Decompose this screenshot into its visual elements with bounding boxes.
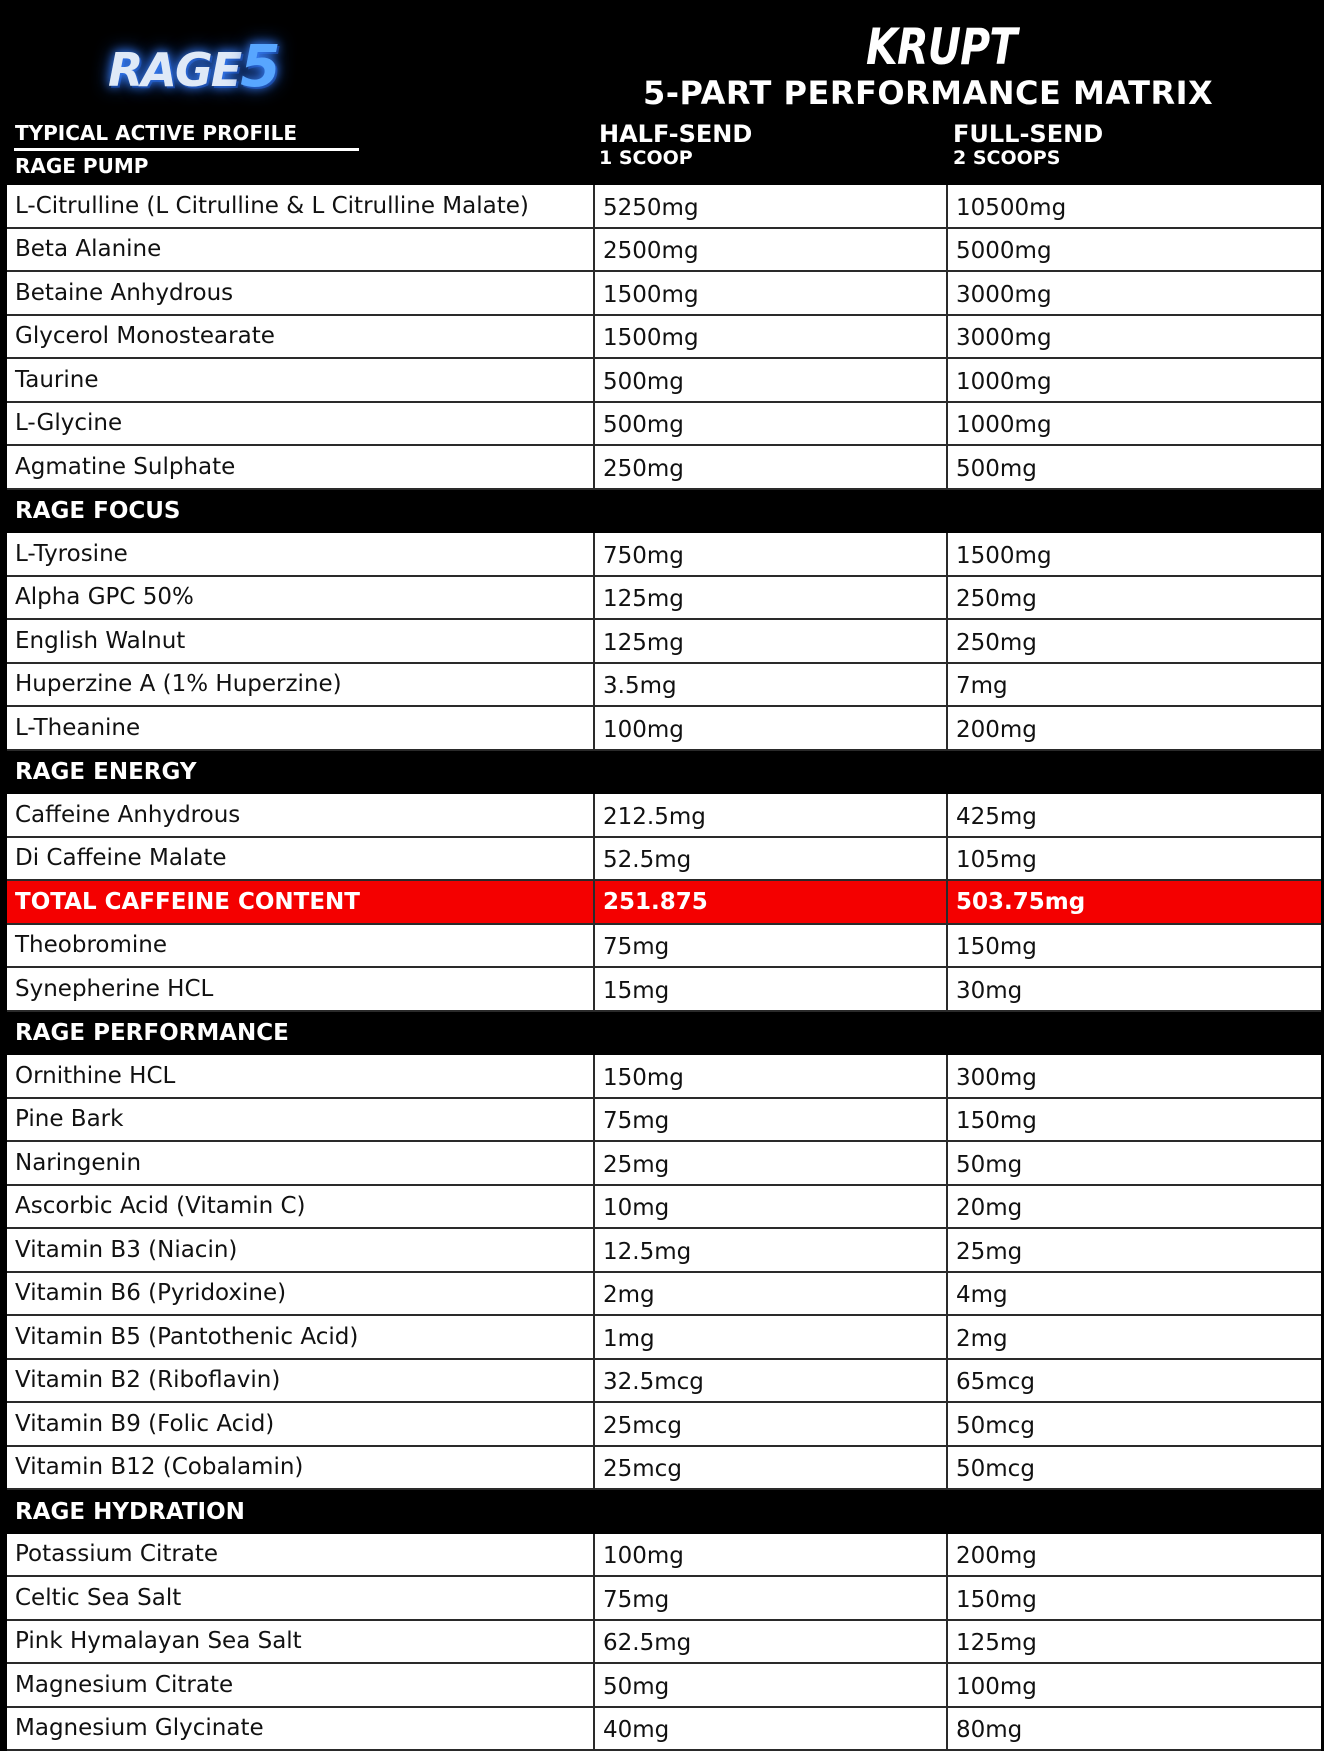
table-row [7, 229, 1321, 273]
full-send-dose: 3000mg [948, 316, 1321, 358]
ingredient-name: Vitamin B6 (Pyridoxine) [7, 1273, 595, 1315]
table-row [7, 403, 1321, 447]
logo-text-main: RAGE [108, 43, 240, 97]
half-send-dose: 500mg [595, 403, 948, 445]
half-send-dose: 50mg [595, 1664, 948, 1706]
ingredient-name: Glycerol Monostearate [7, 316, 595, 358]
half-send-dose: 1500mg [595, 272, 948, 314]
half-send-dose: 5250mg [595, 185, 948, 227]
ingredient-name: L-Glycine [7, 403, 595, 445]
profile-label: TYPICAL ACTIVE PROFILE [15, 121, 297, 145]
full-send-dose: 30mg [948, 968, 1321, 1010]
half-send-dose: 3.5mg [595, 664, 948, 706]
full-send-dose: 125mg [948, 1621, 1321, 1663]
section-header-row [7, 1490, 1321, 1534]
header [0, 0, 1324, 185]
table-row [7, 1142, 1321, 1186]
full-send-dose: 3000mg [948, 272, 1321, 314]
half-send-dose: 75mg [595, 925, 948, 967]
section-header-row [7, 1012, 1321, 1056]
ingredient-name: Magnesium Glycinate [7, 1708, 595, 1750]
table-row [7, 359, 1321, 403]
full-send-dose: 100mg [948, 1664, 1321, 1706]
section-title: RAGE ENERGY [7, 751, 197, 795]
full-send-dose: 425mg [948, 794, 1321, 836]
full-send-dose: 7mg [948, 664, 1321, 706]
half-send-dose: 25mcg [595, 1403, 948, 1445]
full-send-dose: 80mg [948, 1708, 1321, 1750]
half-send-dose: 15mg [595, 968, 948, 1010]
section-header-row [7, 490, 1321, 534]
full-send-dose: 500mg [948, 446, 1321, 488]
ingredient-name: Theobromine [7, 925, 595, 967]
ingredient-name: Caffeine Anhydrous [7, 794, 595, 836]
full-send-dose: 200mg [948, 707, 1321, 749]
profile-underline-divider [14, 148, 359, 151]
full-send-dose: 1500mg [948, 533, 1321, 575]
half-send-dose: 1mg [595, 1316, 948, 1358]
full-send-dose: 50mcg [948, 1447, 1321, 1489]
ingredient-name: Alpha GPC 50% [7, 577, 595, 619]
full-send-dose: 150mg [948, 1577, 1321, 1619]
ingredient-name: Vitamin B12 (Cobalamin) [7, 1447, 595, 1489]
column-header-half-send [599, 121, 752, 169]
table-row [7, 577, 1321, 621]
ingredient-name: Huperzine A (1% Huperzine) [7, 664, 595, 706]
ingredient-name: Taurine [7, 359, 595, 401]
full-send-dose: 200mg [948, 1534, 1321, 1576]
column-header-sub: 1 SCOOP [599, 147, 752, 169]
table-row [7, 838, 1321, 882]
half-send-dose: 100mg [595, 707, 948, 749]
ingredient-name: Pine Bark [7, 1099, 595, 1141]
table-row [7, 1316, 1321, 1360]
half-send-dose: 2500mg [595, 229, 948, 271]
ingredient-name: Ascorbic Acid (Vitamin C) [7, 1186, 595, 1228]
column-header-name: HALF-SEND [599, 121, 752, 147]
half-send-dose: 150mg [595, 1055, 948, 1097]
full-send-dose: 50mcg [948, 1403, 1321, 1445]
logo-text-number: 5 [240, 32, 278, 100]
table-row [7, 1186, 1321, 1230]
table-row [7, 185, 1321, 229]
half-send-dose: 250mg [595, 446, 948, 488]
table-row [7, 533, 1321, 577]
table-row [7, 1229, 1321, 1273]
table-row [7, 968, 1321, 1012]
half-send-dose: 125mg [595, 577, 948, 619]
full-send-dose: 65mcg [948, 1360, 1321, 1402]
full-send-dose: 150mg [948, 925, 1321, 967]
table-row [7, 1403, 1321, 1447]
full-send-dose: 4mg [948, 1273, 1321, 1315]
column-header-name: FULL-SEND [953, 121, 1103, 147]
ingredient-name: Synepherine HCL [7, 968, 595, 1010]
section-header-row [7, 751, 1321, 795]
ingredient-name: Vitamin B3 (Niacin) [7, 1229, 595, 1271]
table-row [7, 1621, 1321, 1665]
full-send-dose: 5000mg [948, 229, 1321, 271]
table-row [7, 446, 1321, 490]
half-send-dose: 2mg [595, 1273, 948, 1315]
ingredient-name: Pink Hymalayan Sea Salt [7, 1621, 595, 1663]
full-send-dose: 20mg [948, 1186, 1321, 1228]
matrix-title: 5-PART PERFORMANCE MATRIX [643, 74, 1213, 112]
full-send-dose: 105mg [948, 838, 1321, 880]
full-send-dose: 50mg [948, 1142, 1321, 1184]
table-row [7, 1708, 1321, 1751]
table-row [7, 1055, 1321, 1099]
table-row [7, 1577, 1321, 1621]
ingredient-name: Di Caffeine Malate [7, 838, 595, 880]
ingredient-name: Potassium Citrate [7, 1534, 595, 1576]
full-send-dose: 1000mg [948, 403, 1321, 445]
half-send-dose: 75mg [595, 1577, 948, 1619]
half-send-dose: 32.5mcg [595, 1360, 948, 1402]
section-title: RAGE HYDRATION [7, 1490, 245, 1534]
half-send-dose: 750mg [595, 533, 948, 575]
logo-wordmark [108, 32, 279, 100]
ingredient-name: L-Theanine [7, 707, 595, 749]
ingredient-name: Ornithine HCL [7, 1055, 595, 1097]
table-row [7, 1664, 1321, 1708]
ingredient-name: Betaine Anhydrous [7, 272, 595, 314]
full-send-dose: 2mg [948, 1316, 1321, 1358]
table-row [7, 794, 1321, 838]
ingredient-name: Vitamin B9 (Folic Acid) [7, 1403, 595, 1445]
ingredient-name: Magnesium Citrate [7, 1664, 595, 1706]
table-row [7, 1273, 1321, 1317]
half-send-dose: 25mcg [595, 1447, 948, 1489]
full-send-dose: 1000mg [948, 359, 1321, 401]
half-send-dose: 62.5mg [595, 1621, 948, 1663]
rage5-logo [90, 14, 330, 118]
half-send-dose: 10mg [595, 1186, 948, 1228]
ingredient-name: L-Citrulline (L Citrulline & L Citrulline Malate) [7, 185, 595, 227]
full-send-dose: 25mg [948, 1229, 1321, 1271]
section-title: RAGE PERFORMANCE [7, 1012, 289, 1056]
total-caffeine-row [7, 881, 1321, 925]
ingredient-name: Celtic Sea Salt [7, 1577, 595, 1619]
half-send-dose: 1500mg [595, 316, 948, 358]
table-row [7, 664, 1321, 708]
brand-wordmark: KRUPT [866, 18, 1017, 76]
half-send-dose: 52.5mg [595, 838, 948, 880]
table-row [7, 272, 1321, 316]
ingredient-name: Naringenin [7, 1142, 595, 1184]
table-row [7, 1360, 1321, 1404]
half-send-dose: 100mg [595, 1534, 948, 1576]
table-row [7, 925, 1321, 969]
table-row [7, 1534, 1321, 1578]
column-header-sub: 2 SCOOPS [953, 147, 1103, 169]
half-send-dose: 212.5mg [595, 794, 948, 836]
full-send-dose: 300mg [948, 1055, 1321, 1097]
ingredient-table [7, 185, 1321, 1751]
table-row [7, 1447, 1321, 1491]
half-send-dose: 25mg [595, 1142, 948, 1184]
full-send-dose: 150mg [948, 1099, 1321, 1141]
column-header-full-send [953, 121, 1103, 169]
table-row [7, 620, 1321, 664]
ingredient-name: Vitamin B2 (Riboflavin) [7, 1360, 595, 1402]
full-send-dose: 10500mg [948, 185, 1321, 227]
half-send-dose: 500mg [595, 359, 948, 401]
table-row [7, 1099, 1321, 1143]
half-send-dose: 12.5mg [595, 1229, 948, 1271]
ingredient-name: Agmatine Sulphate [7, 446, 595, 488]
ingredient-name: Beta Alanine [7, 229, 595, 271]
ingredient-name: L-Tyrosine [7, 533, 595, 575]
section-title: RAGE FOCUS [7, 490, 181, 534]
table-row [7, 316, 1321, 360]
full-send-dose: 503.75mg [948, 881, 1321, 923]
full-send-dose: 250mg [948, 620, 1321, 662]
half-send-dose: 40mg [595, 1708, 948, 1750]
ingredient-name: English Walnut [7, 620, 595, 662]
half-send-dose: 251.875 [595, 881, 948, 923]
full-send-dose: 250mg [948, 577, 1321, 619]
table-row [7, 707, 1321, 751]
half-send-dose: 125mg [595, 620, 948, 662]
section-title-pump: RAGE PUMP [15, 154, 148, 178]
ingredient-name: TOTAL CAFFEINE CONTENT [7, 881, 595, 923]
half-send-dose: 75mg [595, 1099, 948, 1141]
ingredient-name: Vitamin B5 (Pantothenic Acid) [7, 1316, 595, 1358]
